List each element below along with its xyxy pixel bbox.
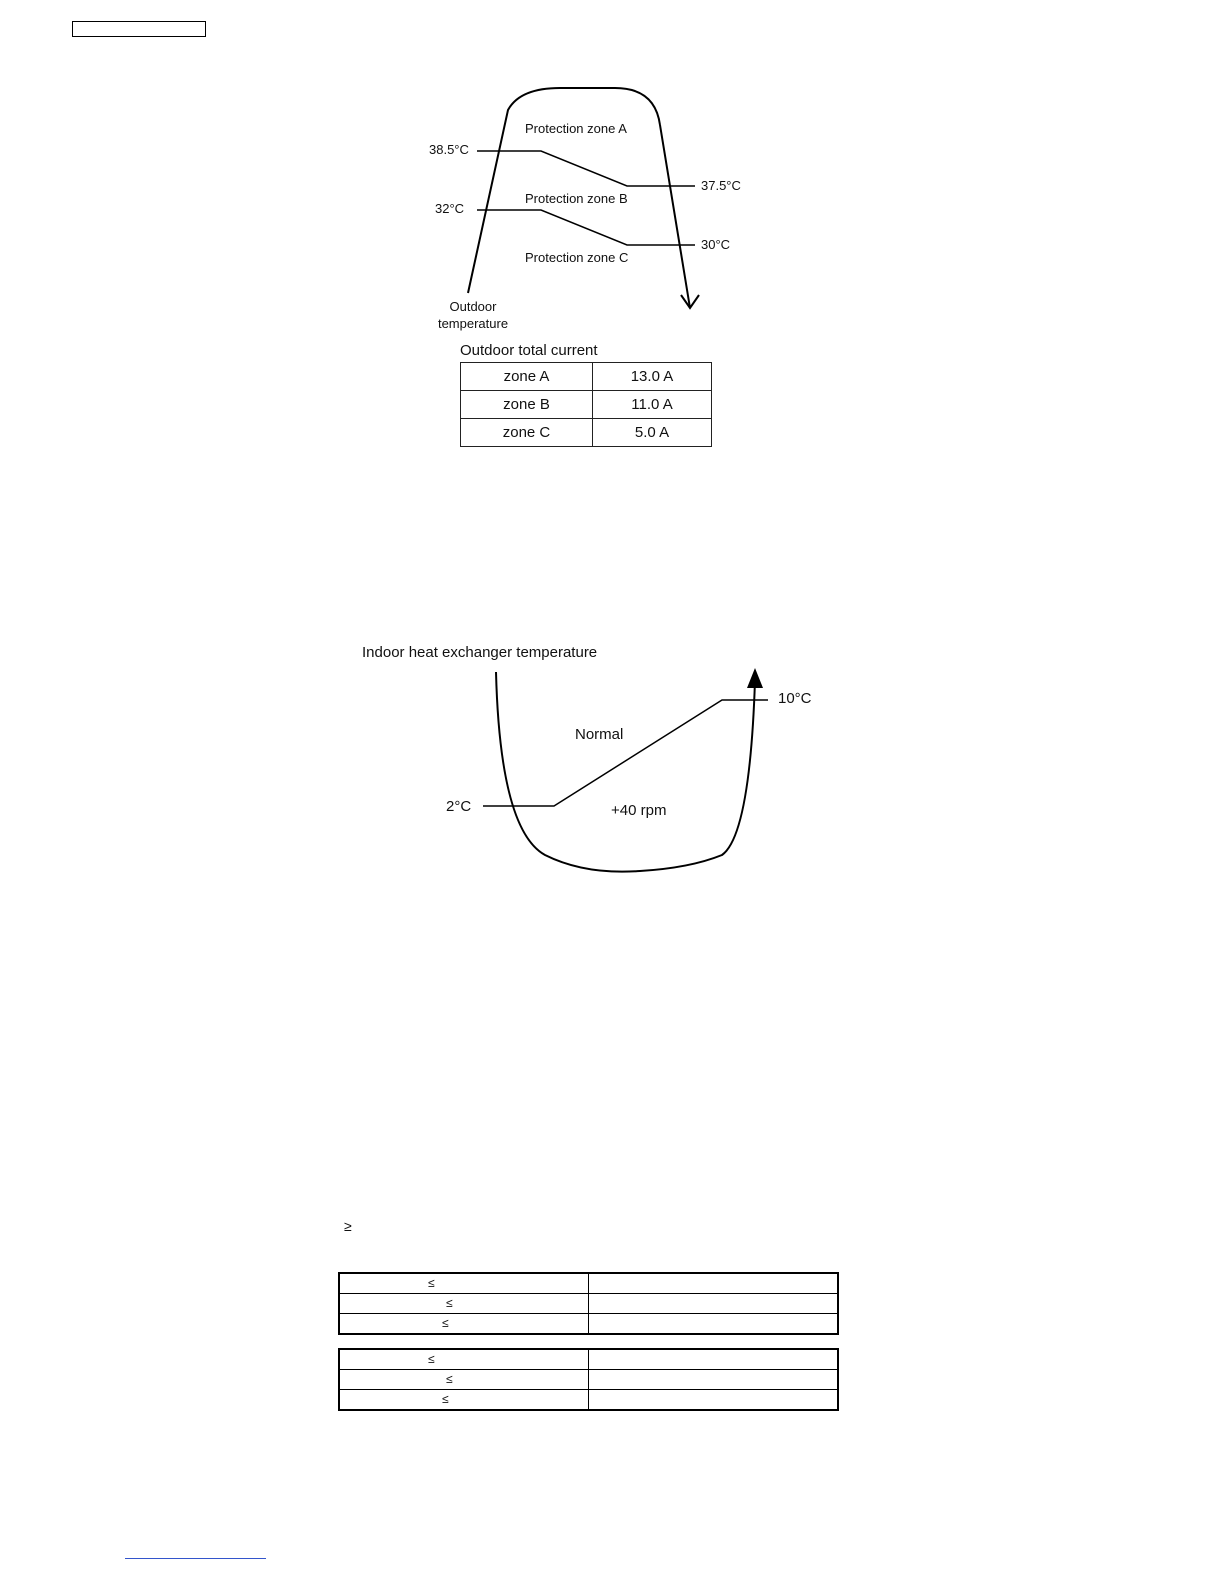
table-row [339,1273,838,1294]
less-equal-symbol: ≤ [442,1316,449,1330]
upper-threshold-line [477,151,695,186]
condition-table-2 [338,1348,839,1411]
table-row [339,1349,838,1370]
footer-link-underline[interactable] [125,1558,266,1559]
threshold-line [483,700,768,806]
greater-equal-symbol: ≥ [344,1218,352,1234]
table-row [461,419,712,447]
table-row [339,1314,838,1335]
zone-a-label: Protection zone A [525,121,627,136]
arrow-head [747,668,763,688]
condition-table-1 [338,1272,839,1335]
temp-10-label: 10°C [778,690,812,707]
heat-exchanger-diagram [0,630,1224,890]
less-equal-symbol: ≤ [446,1372,453,1386]
zone-b-label: Protection zone B [525,191,628,206]
temp-30-label: 30°C [701,237,731,252]
current-cell: 5.0 A [593,419,712,447]
current-cell: 13.0 A [593,363,712,391]
less-equal-symbol: ≤ [446,1296,453,1310]
table-row [339,1370,838,1390]
protection-zone-diagram [0,0,1224,340]
lower-threshold-line [477,210,695,245]
axis-label-temperature: temperature [437,316,509,331]
less-equal-symbol: ≤ [428,1352,435,1366]
less-equal-symbol: ≤ [428,1276,435,1290]
zone-cell: zone A [461,363,593,391]
table-row [339,1390,838,1411]
temp-32-label: 32°C [435,201,465,216]
zone-cell: zone C [461,419,593,447]
current-table [460,362,712,447]
hx-curve [496,672,755,872]
heat-exchanger-title: Indoor heat exchanger temperature [362,644,598,661]
temp-2-label: 2°C [446,798,472,815]
temp-37-5-label: 37.5°C [701,178,741,193]
current-cell: 11.0 A [593,391,712,419]
normal-label: Normal [575,726,624,743]
axis-label-outdoor: Outdoor [449,299,497,314]
table-row [461,363,712,391]
rpm-label: +40 rpm [611,802,667,819]
current-table-title: Outdoor total current [460,342,598,359]
temp-38-5-label: 38.5°C [429,142,469,157]
less-equal-symbol: ≤ [442,1392,449,1406]
zone-c-label: Protection zone C [525,250,629,265]
zone-cell: zone B [461,391,593,419]
table-row [461,391,712,419]
table-row [339,1294,838,1314]
